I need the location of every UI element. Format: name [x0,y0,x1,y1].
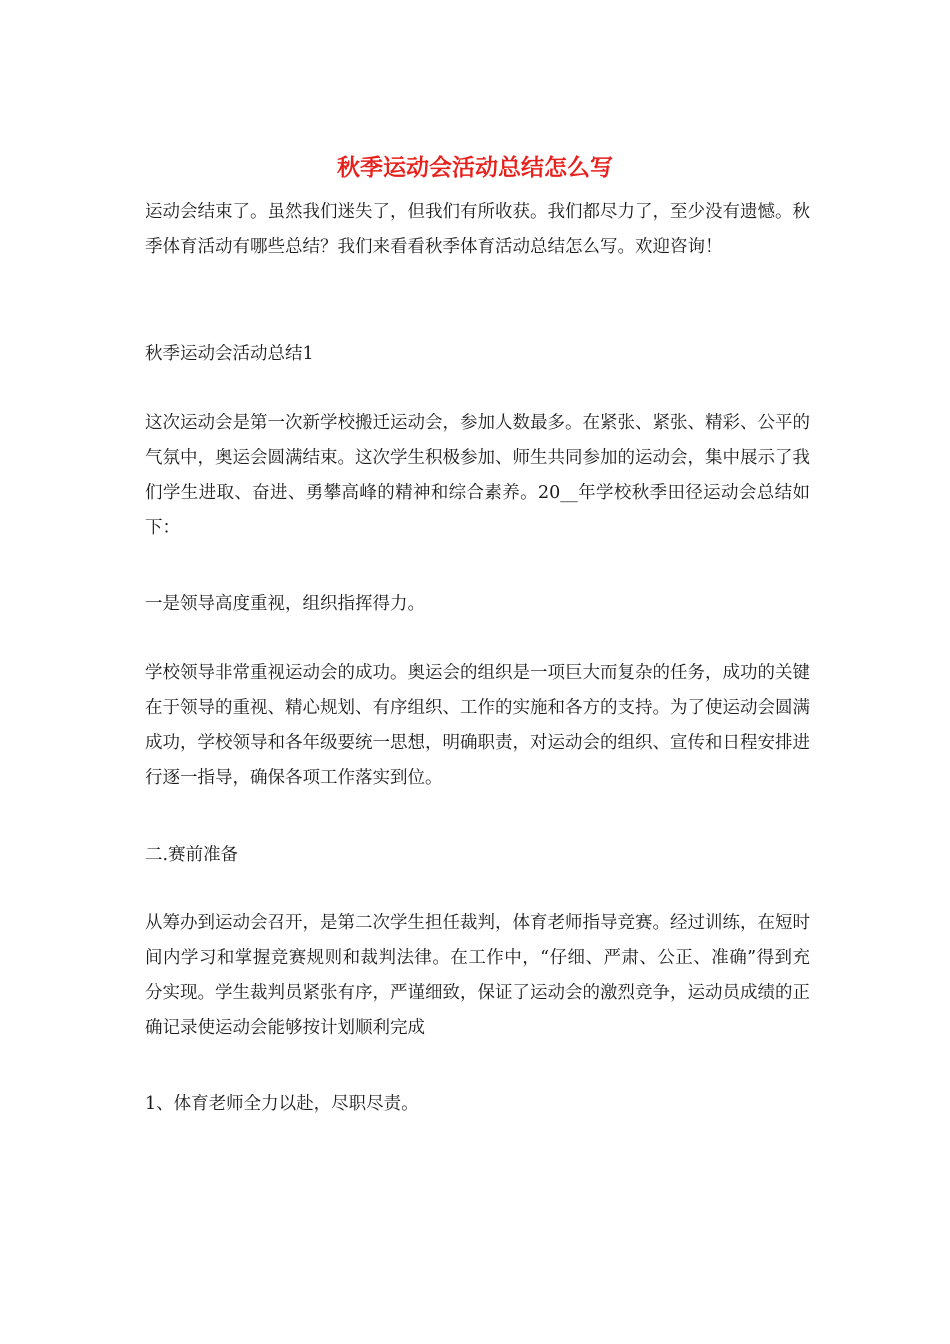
intro-paragraph: 运动会结束了。虽然我们迷失了，但我们有所收获。我们都尽力了，至少没有遗憾。秋季体育活动有哪些总结？我们来看看秋季体育活动总结怎么写。欢迎咨询！ [145,202,810,257]
body-paragraph: 从筹办到运动会召开，是第二次学生担任裁判，体育老师指导竞赛。经过训练，在短时间内学习和掌握竞赛规则和裁判法律。在工作中，“仔细、严肃、公正、准确”得到充分实现。学生裁判员紧张有序，严谨细致，保证了运动会的激烈竞争，运动员成绩的正确记录使运动会能够按计划顺利完成 [145,913,810,1038]
body-paragraph: 学校领导非常重视运动会的成功。奥运会的组织是一项巨大而复杂的任务，成功的关键在于领导的重视、精心规划、有序组织、工作的实施和各方的支持。为了使运动会圆满成功，学校领导和各年级要统一思想，明确职责，对运动会的组织、宣传和日程安排进行逐一指导，确保各项工作落实到位。 [145,663,810,788]
point-heading-leadership: 一是领导高度重视，组织指挥得力。 [145,594,425,614]
section-heading-preparation: 二.赛前准备 [145,845,239,865]
body-paragraph: 这次运动会是第一次新学校搬迁运动会，参加人数最多。在紧张、紧张、精彩、公平的气氛中，奥运会圆满结束。这次学生积极参加、师生共同参加的运动会，集中展示了我们学生进取、奋进、勇攀高峰的精神和综合素养。20__年学校秋季田径运动会总结如下： [145,413,810,538]
section-heading-summary-1: 秋季运动会活动总结1 [145,344,314,364]
point-heading-pe-teachers: 1、体育老师全力以赴，尽职尽责。 [145,1094,419,1114]
document-title: 秋季运动会活动总结怎么写 [337,154,613,181]
